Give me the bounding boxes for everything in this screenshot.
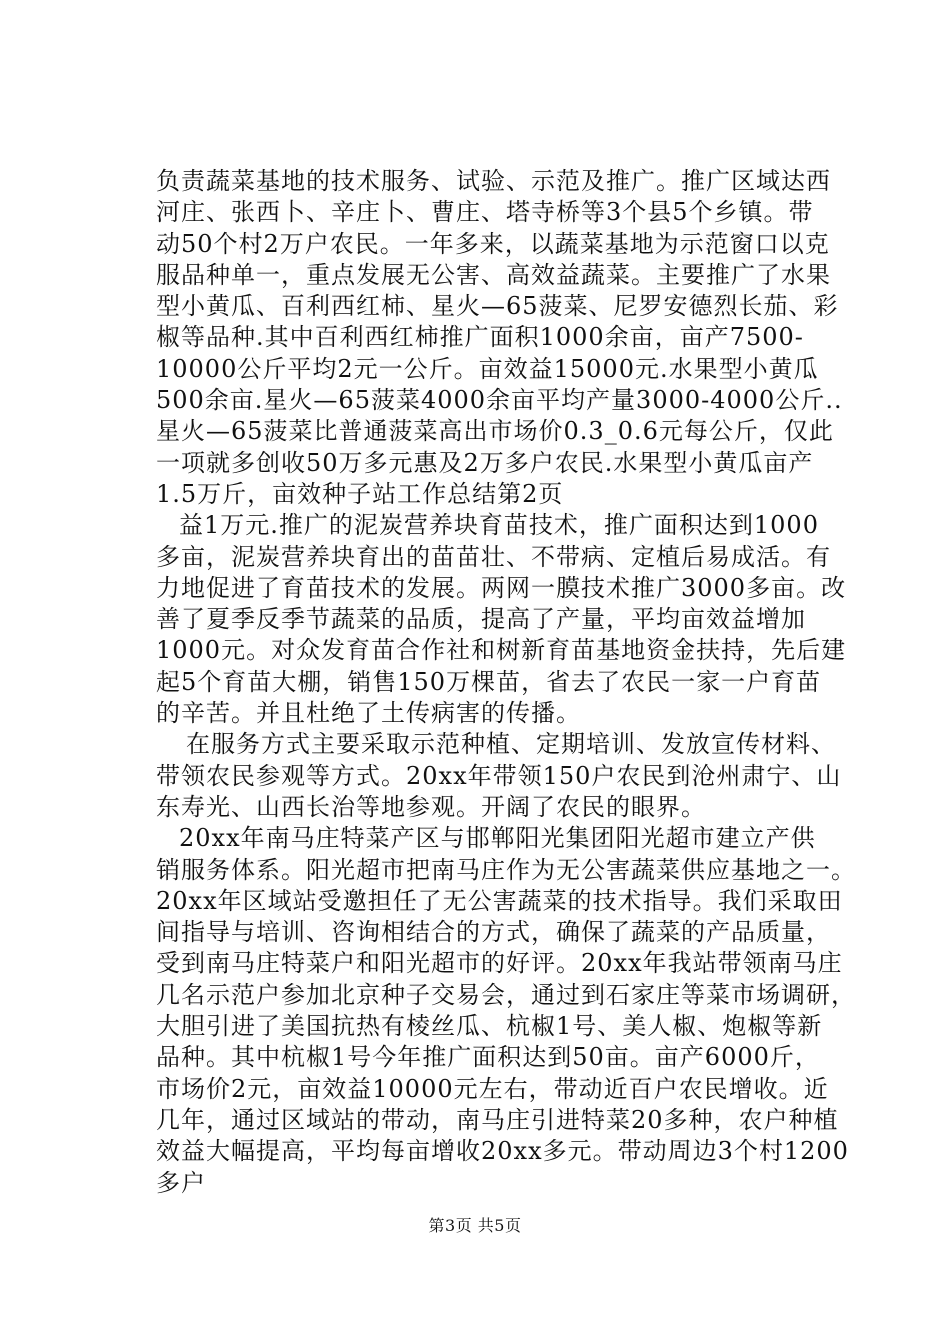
text-line-23: 销服务体系。阳光超市把南马庄作为无公害蔬菜供应基地之一。 [156,855,856,884]
text-line-29: 品种。其中杭椒1号今年推广面积达到50亩。亩产6000斤， [156,1043,820,1072]
text-line-6: 椒等品种.其中百利西红柿推广面积1000余亩，亩产7500- [156,323,804,352]
text-line-1: 负责蔬菜基地的技术服务、试验、示范及推广。推广区域达西 [156,167,831,195]
text-line-16: 1000元。对众发育苗合作社和树新育苗基地资金扶持，先后建 [156,636,847,665]
text-line-26: 受到南马庄特菜户和阳光超市的好评。20xx年我站带领南马庄 [156,949,843,978]
text-line-2: 河庄、张西卜、辛庄卜、曹庄、塔寺桥等3个县5个乡镇。带 [156,198,814,227]
text-line-24: 20xx年区域站受邀担任了无公害蔬菜的技术指导。我们采取田 [156,886,843,915]
text-line-11: 1.5万斤，亩效种子站工作总结第2页 [156,479,564,508]
page-number-footer: 第3页 共5页 [428,1216,522,1235]
text-line-22: 20xx年南马庄特菜产区与邯郸阳光集团阳光超市建立产供 [179,824,816,853]
text-line-33: 多户 [156,1168,206,1197]
text-line-19: 在服务方式主要采取示范种植、定期培训、发放宣传材料、 [186,730,836,759]
text-line-30: 市场价2元，亩效益10000元左右，带动近百户农民增收。近 [156,1074,829,1103]
text-line-21: 东寿光、山西长治等地参观。开阔了农民的眼界。 [156,792,706,821]
text-line-17: 起5个育苗大棚，销售150万棵苗，省去了农民一家一户育苗 [156,667,822,696]
text-line-25: 间指导与培训、咨询相结合的方式，确保了蔬菜的产品质量， [156,918,831,947]
text-line-4: 服品种单一，重点发展无公害、高效益蔬菜。主要推广了水果 [156,260,831,289]
text-line-12: 益1万元.推广的泥炭营养块育苗技术，推广面积达到1000 [179,511,819,540]
text-line-14: 力地促进了育苗技术的发展。两网一膜技术推广3000多亩。改 [156,573,847,602]
text-line-5: 型小黄瓜、百利西红柿、星火—65菠菜、尼罗安德烈长茄、彩 [156,292,839,321]
text-line-28: 大胆引进了美国抗热有棱丝瓜、杭椒1号、美人椒、炮椒等新 [156,1012,823,1041]
text-line-27: 几名示范户参加北京种子交易会，通过到石家庄等菜市场调研， [156,980,856,1009]
text-line-15: 善了夏季反季节蔬菜的品质，提高了产量，平均亩效益增加 [156,605,806,634]
text-line-18: 的辛苦。并且杜绝了土传病害的传播。 [156,699,581,728]
text-line-13: 多亩，泥炭营养块育出的苗苗壮、不带病、定植后易成活。有 [156,542,831,571]
text-line-31: 几年，通过区域站的带动，南马庄引进特菜20多种，农户种植 [156,1105,839,1134]
text-line-10: 一项就多创收50万多元惠及2万多户农民.水果型小黄瓜亩产 [156,448,814,477]
text-line-7: 10000公斤平均2元一公斤。亩效益15000元.水果型小黄瓜 [156,354,819,383]
text-line-32: 效益大幅提高，平均每亩增收20xx多元。带动周边3个村1200 [156,1137,849,1166]
text-line-9: 星火—65菠菜比普通菠菜高出市场价0.3_0.6元每公斤，仅此 [156,417,834,446]
text-line-8: 500余亩.星火—65菠菜4000余亩平均产量3000-4000公斤.. [156,386,843,415]
text-line-20: 带领农民参观等方式。20xx年带领150户农民到沧州肃宁、山 [156,761,842,790]
text-line-3: 动50个村2万户农民。一年多来，以蔬菜基地为示范窗口以克 [156,229,830,258]
body-text [156,166,856,1199]
